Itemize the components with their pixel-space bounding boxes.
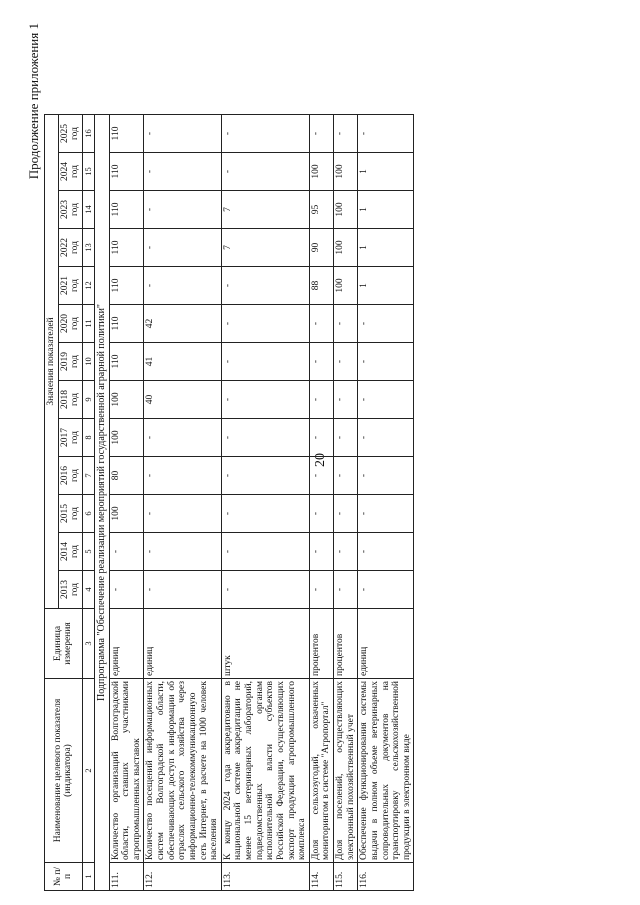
value-cell: 110 (109, 267, 144, 305)
value-cell: - (309, 343, 333, 381)
value-cell: 100 (334, 191, 358, 229)
column-number: 2 (82, 679, 95, 863)
column-number: 5 (82, 533, 95, 571)
unit-of-measure: единиц (109, 609, 144, 679)
column-number: 13 (82, 229, 95, 267)
indicator-name: Доля сельхозугодий, охваченных мониторингом в системе "Агропортал" (309, 679, 333, 863)
value-cell: 110 (109, 343, 144, 381)
value-cell: - (144, 495, 221, 533)
year-header-2025: 2025 год (58, 115, 82, 153)
value-cell: 100 (109, 381, 144, 419)
value-cell: - (334, 457, 358, 495)
column-number: 14 (82, 191, 95, 229)
indicator-name: К концу 2024 года аккредитовано в национальной системе аккредитации не менее 15 ветеринарных лабораторий, подведомственных органам исполнительной власти субъектов Российской Федерации, осуществляющих экспорт продукции агропромышленного комплекса (221, 679, 309, 863)
unit-of-measure: единиц (358, 609, 414, 679)
indicator-name: Количество посещений информационных систем Волгоградской области, обеспечивающих доступ к информации об отраслях сельского хозяйства через информационно-телекоммуникационную сеть Интернет, в расчете на 1000 человек населения (144, 679, 221, 863)
value-cell: - (221, 533, 309, 571)
value-cell: - (144, 533, 221, 571)
unit-of-measure: процентов (309, 609, 333, 679)
value-cell: 95 (309, 191, 333, 229)
value-cell: - (358, 343, 414, 381)
indicators-table (44, 114, 414, 891)
value-cell: - (221, 343, 309, 381)
value-cell: - (334, 419, 358, 457)
value-cell: - (309, 419, 333, 457)
value-cell: 1 (358, 229, 414, 267)
value-cell: - (358, 533, 414, 571)
value-cell: - (221, 495, 309, 533)
year-header-2020: 2020 год (58, 305, 82, 343)
year-header-2014: 2014 год (58, 533, 82, 571)
page-number: 20 (313, 453, 328, 467)
column-number: 9 (82, 381, 95, 419)
value-cell: - (109, 571, 144, 609)
unit-of-measure: штук (221, 609, 309, 679)
year-header-2024: 2024 год (58, 153, 82, 191)
value-cell: - (144, 571, 221, 609)
value-cell: 42 (144, 305, 221, 343)
value-cell: 110 (109, 305, 144, 343)
header-no: № п/п (45, 863, 83, 891)
value-cell: - (334, 571, 358, 609)
value-cell: - (221, 571, 309, 609)
value-cell: - (309, 457, 333, 495)
continuation-title: Продолжение приложения 1 (26, 23, 41, 180)
header-values-group: Значения показателей (45, 115, 59, 609)
value-cell: 88 (309, 267, 333, 305)
value-cell: 110 (109, 115, 144, 153)
rotated-document (20, 15, 620, 895)
value-cell: - (144, 191, 221, 229)
value-cell: - (221, 115, 309, 153)
value-cell: 100 (334, 229, 358, 267)
value-cell: - (221, 153, 309, 191)
value-cell: - (334, 533, 358, 571)
value-cell: - (144, 419, 221, 457)
year-header-2018: 2018 год (58, 381, 82, 419)
column-number: 12 (82, 267, 95, 305)
table-row (309, 115, 333, 891)
row-number: 113. (221, 863, 309, 891)
indicator-name: Обеспечение функционирования системы выдачи в полном объеме ветеринарных сопроводительных документов на транспортировку сельскохозяйственной продукции в электронном виде (358, 679, 414, 863)
column-number: 16 (82, 115, 95, 153)
value-cell: - (221, 419, 309, 457)
value-cell: - (309, 571, 333, 609)
header-name: Наименование целевого показателя (индикатора) (45, 679, 83, 863)
unit-of-measure: процентов (334, 609, 358, 679)
value-cell: 110 (109, 229, 144, 267)
table-body (95, 115, 414, 891)
value-cell: - (221, 381, 309, 419)
year-header-2019: 2019 год (58, 343, 82, 381)
table-row (334, 115, 358, 891)
value-cell: - (358, 419, 414, 457)
value-cell: 100 (309, 153, 333, 191)
value-cell: 110 (109, 191, 144, 229)
value-cell: - (309, 305, 333, 343)
value-cell: - (358, 115, 414, 153)
value-cell: 80 (109, 457, 144, 495)
value-cell: 7 (221, 191, 309, 229)
year-header-2022: 2022 год (58, 229, 82, 267)
value-cell: 100 (334, 153, 358, 191)
column-number: 11 (82, 305, 95, 343)
value-cell: 1 (358, 153, 414, 191)
subprogram-row (95, 115, 109, 891)
table-row (109, 115, 144, 891)
value-cell: - (221, 267, 309, 305)
column-number-row (82, 115, 95, 891)
header-unit: Единица измерения (45, 609, 83, 679)
value-cell: - (144, 457, 221, 495)
column-number: 1 (82, 863, 95, 891)
value-cell: 90 (309, 229, 333, 267)
table-row (358, 115, 414, 891)
column-number: 6 (82, 495, 95, 533)
row-number: 112. (144, 863, 221, 891)
column-number: 15 (82, 153, 95, 191)
year-header-2013: 2013 год (58, 571, 82, 609)
value-cell: 100 (109, 419, 144, 457)
value-cell: - (309, 115, 333, 153)
value-cell: 41 (144, 343, 221, 381)
column-number: 10 (82, 343, 95, 381)
value-cell: - (358, 457, 414, 495)
value-cell: - (144, 115, 221, 153)
unit-of-measure: единиц (144, 609, 221, 679)
row-number: 115. (334, 863, 358, 891)
indicator-name: Доля поселений, осуществляющих электронный похозяйственный учет (334, 679, 358, 863)
value-cell: - (309, 381, 333, 419)
value-cell: - (144, 267, 221, 305)
year-header-2021: 2021 год (58, 267, 82, 305)
value-cell: - (309, 495, 333, 533)
column-number: 7 (82, 457, 95, 495)
value-cell: - (221, 457, 309, 495)
row-number: 114. (309, 863, 333, 891)
year-header-2015: 2015 год (58, 495, 82, 533)
value-cell: - (109, 533, 144, 571)
year-header-2023: 2023 год (58, 191, 82, 229)
value-cell: - (334, 115, 358, 153)
indicator-name: Количество организаций Волгоградской области, ставших участниками агропромышленных выставок (109, 679, 144, 863)
value-cell: 110 (109, 153, 144, 191)
year-header-2016: 2016 год (58, 457, 82, 495)
value-cell: - (358, 381, 414, 419)
value-cell: - (334, 343, 358, 381)
value-cell: - (144, 153, 221, 191)
row-number: 116. (358, 863, 414, 891)
value-cell: - (221, 305, 309, 343)
value-cell: 100 (334, 267, 358, 305)
value-cell: - (358, 495, 414, 533)
value-cell: - (309, 533, 333, 571)
column-number: 4 (82, 571, 95, 609)
value-cell: - (334, 305, 358, 343)
value-cell: 100 (109, 495, 144, 533)
column-number: 8 (82, 419, 95, 457)
row-number: 111. (109, 863, 144, 891)
value-cell: - (358, 571, 414, 609)
value-cell: 7 (221, 229, 309, 267)
value-cell: - (334, 495, 358, 533)
value-cell: 40 (144, 381, 221, 419)
value-cell: - (358, 305, 414, 343)
table-row (144, 115, 221, 891)
table-row (221, 115, 309, 891)
year-header-2017: 2017 год (58, 419, 82, 457)
value-cell: - (334, 381, 358, 419)
value-cell: 1 (358, 267, 414, 305)
subprogram-title: Подпрограмма "Обеспечение реализации мероприятий государственной аграрной политики" (95, 115, 109, 891)
column-number: 3 (82, 609, 95, 679)
value-cell: 1 (358, 191, 414, 229)
value-cell: - (144, 229, 221, 267)
